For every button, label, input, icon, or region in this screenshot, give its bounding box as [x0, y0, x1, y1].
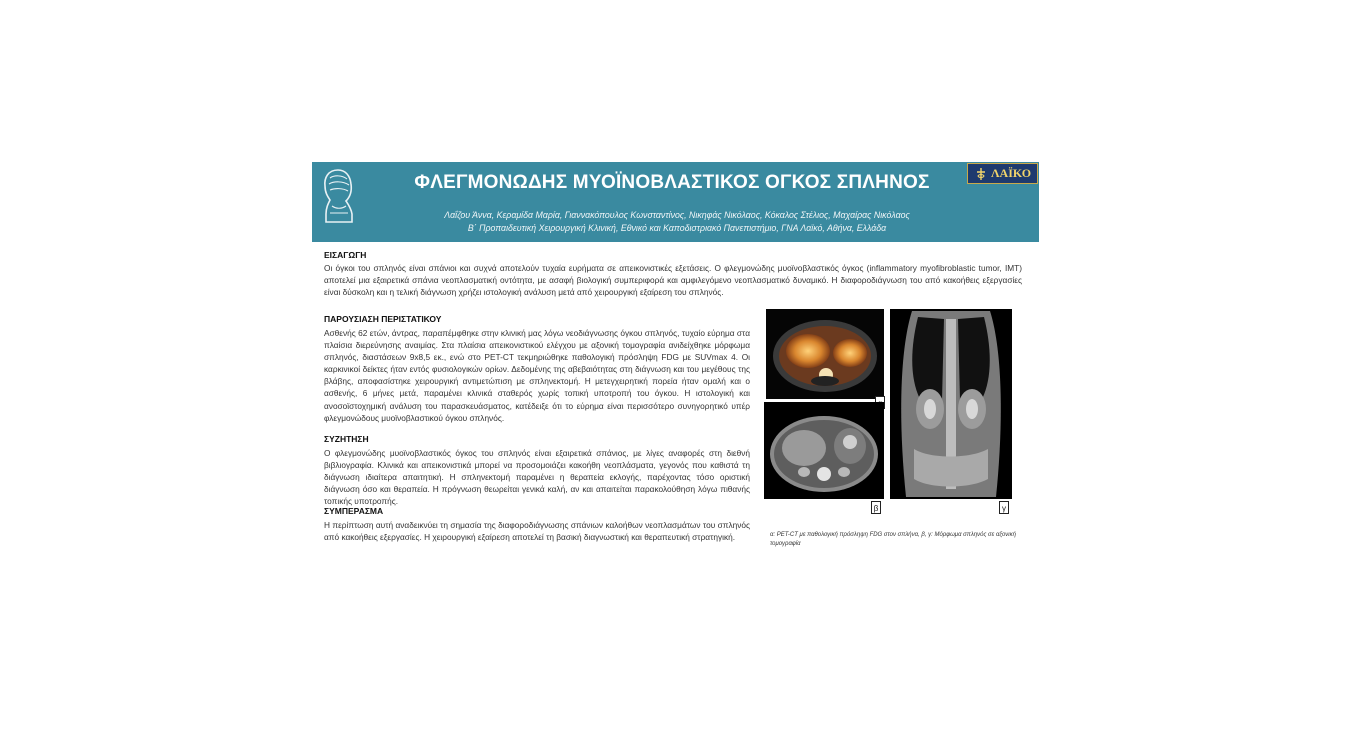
- intro-text: Οι όγκοι του σπληνός είναι σπάνιοι και συχνά αποτελούν τυχαία ευρήματα σε απεικονιστικές εξετάσεις. Ο φλεγμονώδης μυοϊνοβλαστικός όγκος (inflammatory myofibroblastic tumor, IMT) αποτελεί μια εξαιρετικά σπάνια νεοπλασματική οντότητα, με ασαφή βιολογική συμπεριφορά και αμφιλεγόμενο νεοπλασματικό δυναμικό. Η διαφοροδιάγνωση του από κακοήθεις εξεργασίες είναι δύσκολη και η τελική διάγνωση χρήζει ιστολογική ανάλυση μετά από χειρουργική εξαίρεση του σπληνός.: [324, 263, 1022, 298]
- figure-label-b: β: [871, 501, 881, 514]
- affiliation: Β΄ Προπαιδευτική Χειρουργική Κλινική, Εθνικό και Καποδιστριακό Πανεπιστήμιο, ΓΝΑ Λαϊκό, Αθήνα, Ελλάδα: [467, 223, 887, 233]
- hospital-logo-text: ΛΑΪΚΟ: [990, 166, 1032, 180]
- figure-label-c: γ: [999, 501, 1009, 514]
- conclusion-heading: ΣΥΜΠΕΡΑΣΜΑ: [324, 506, 384, 516]
- university-bust-icon: [318, 166, 358, 224]
- conclusion-text: Η περίπτωση αυτή αναδεικνύει τη σημασία της διαφοροδιάγνωσης σπάνιων καλοήθων νεοπλασμάτων του σπληνός από κακοήθεις εξεργασίες. Η χειρουργική εξαίρεση αποτελεί τη βασική διαγνωστική και θεραπευτική στρατηγική.: [324, 520, 750, 543]
- figure-caption: α: PET-CT με παθολογική πρόσληψη FDG στον σπλήνα, β, γ: Μόρφωμα σπληνός σε αξονική τομογραφία: [770, 532, 1016, 547]
- poster: [312, 162, 1039, 562]
- hospital-logo: [967, 163, 1038, 184]
- title-banner: [312, 162, 1039, 242]
- discussion-text: Ο φλεγμονώδης μυοϊνοβλαστικός όγκος του σπληνός είναι εξαιρετικά σπάνιος, με λίγες αναφορές στη διεθνή βιβλιογραφία. Κλινικά και απεικονιστικά μπορεί να προσομοιάζει κακοήθη νεοπλάσματα, γεγονός που καθιστά τη διάγνωση ιδιαίτερα απαιτητική. Η σπληνεκτομή παραμένει η θεραπεία εκλογής, παρέχοντας τόσο οριστική διάγνωση όσο και θεραπεία. Η πρόγνωση θεωρείται γενικά καλή, αν και απαιτείται παρακολούθηση λόγω πιθανής τοπικής υποτροπής.: [324, 448, 750, 507]
- ct-coronal-image: [890, 309, 1012, 499]
- ct-axial-image: [764, 402, 884, 499]
- case-text: Ασθενής 62 ετών, άντρας, παραπέμφθηκε στην κλινική μας λόγω νεοδιάγνωσης όγκου σπληνός, τυχαίο εύρημα στα πλαίσια διερεύνησης αναιμίας. Στα πλαίσια απεικονιστικού ελέγχου με αξονική τομογραφία ανιδείχθηκε μόρφωμα σπληνός, διαστάσεων 9x8,5 εκ., ενώ στο PET-CT τεκμηριώθηκε παθολογική πρόσληψη FDG με SUVmax 4. Οι καρκινικοί δείκτες ήταν εντός φυσιολογικών ορίων. Δεδομένης της αβεβαιότητας στη διάγνωση και του μεγέθους της βλάβης, αποφασίστηκε χειρουργική αντιμετώπιση με σπληνεκτομή. Η μετεγχειρητική πορεία ήταν ομαλή και ο ασθενής, 6 μήνες μετά, παραμένει κλινικά σταθερός χωρίς τοπική υποτροπή του όγκου. Η ιστολογική και ανοσοϊστοχημική ανάλυση του παρασκευάσματος, κατέδειξε ότι το εύρημα είναι περισσότερο συνηγορητικό υπέρ φλεγμονώδους μυοϊνοβλαστικού όγκου σπληνός.: [324, 328, 750, 423]
- hospital-emblem-icon: [974, 167, 988, 181]
- case-heading: ΠΑΡΟΥΣΙΑΣΗ ΠΕΡΙΣΤΑΤΙΚΟΥ: [324, 314, 442, 324]
- figures-panel: [764, 309, 1014, 519]
- pet-ct-image: [766, 309, 884, 399]
- author-list: Λαΐζου Άννα, Κεραμίδα Μαρία, Γιαννακόπουλος Κωνσταντίνος, Νικηφάς Νικόλαος, Κόκαλος Στέλιος, Μαχαίρας Νικόλαος: [444, 210, 910, 220]
- poster-title: ΦΛΕΓΜΟΝΩΔΗΣ ΜΥΟΪΝΟΒΛΑΣΤΙΚΟΣ ΟΓΚΟΣ ΣΠΛΗΝΟΣ: [414, 172, 930, 193]
- intro-heading: ΕΙΣΑΓΩΓΗ: [324, 250, 367, 260]
- discussion-heading: ΣΥΖΗΤΗΣΗ: [324, 434, 369, 444]
